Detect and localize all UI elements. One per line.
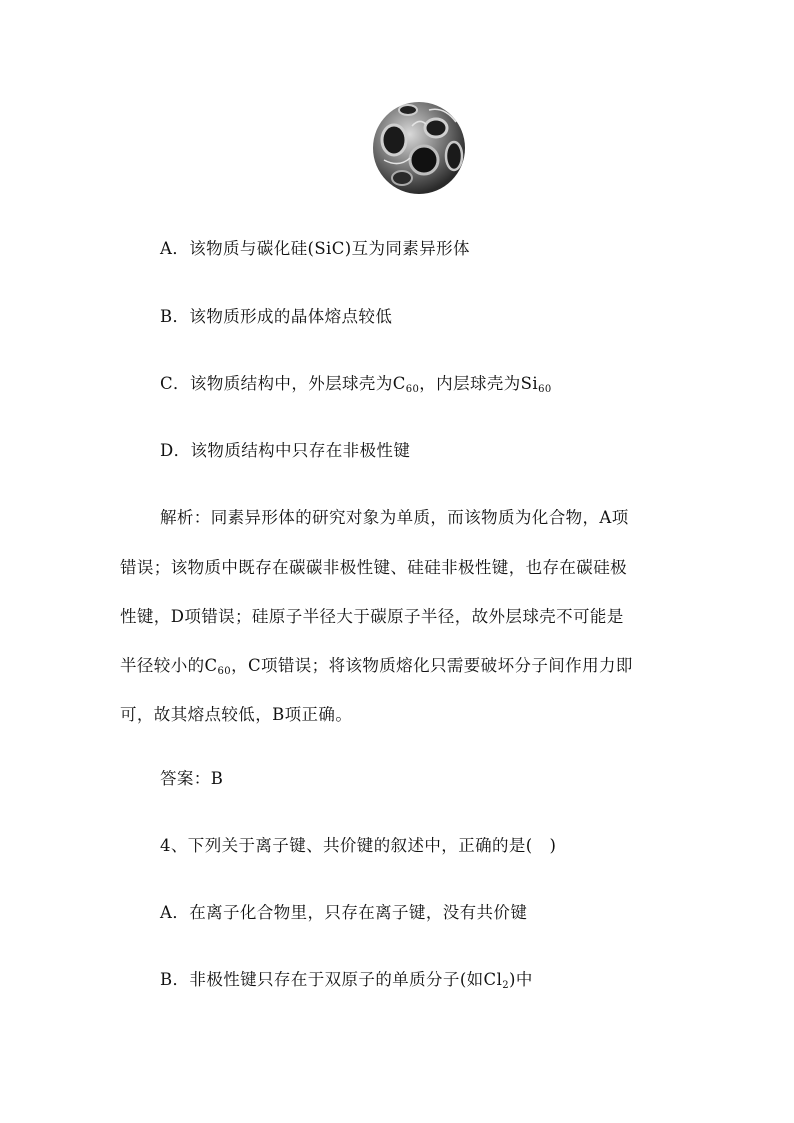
analysis-line-5: 可，故其熔点较低，B项正确。 bbox=[120, 705, 353, 724]
option-3d: D．该物质结构中只存在非极性键 bbox=[160, 441, 411, 460]
option-3b: B．该物质形成的晶体熔点较低 bbox=[160, 307, 393, 326]
option-4b: B．非极性键只存在于双原子的单质分子(如$Cl_2$)中 bbox=[160, 970, 533, 991]
question-4-stem: 4、下列关于离子键、共价键的叙述中，正确的是( ) bbox=[160, 836, 557, 855]
analysis-line-1: 解析：同素异形体的研究对象为单质，而该物质为化合物，A项 bbox=[160, 508, 629, 527]
answer-line: 答案：B bbox=[160, 769, 224, 788]
molecule-cage-image bbox=[364, 98, 474, 198]
option-3c: C．该物质结构中，外层球壳为$C_{60}$，内层球壳为$Si_{60}$ bbox=[160, 374, 552, 395]
analysis-line-2: 错误；该物质中既存在碳碳非极性键、硅硅非极性键，也存在碳硅极 bbox=[120, 558, 627, 577]
analysis-line-3: 性键，D项错误；硅原子半径大于碳原子半径，故外层球壳不可能是 bbox=[120, 607, 624, 626]
option-4a: A．在离子化合物里，只存在离子键，没有共价键 bbox=[160, 903, 528, 922]
option-3a: A．该物质与碳化硅(SiC)互为同素异形体 bbox=[160, 239, 470, 258]
analysis-line-4: 半径较小的$C_{60}$，C项错误；将该物质熔化只需要破坏分子间作用力即 bbox=[120, 656, 633, 677]
